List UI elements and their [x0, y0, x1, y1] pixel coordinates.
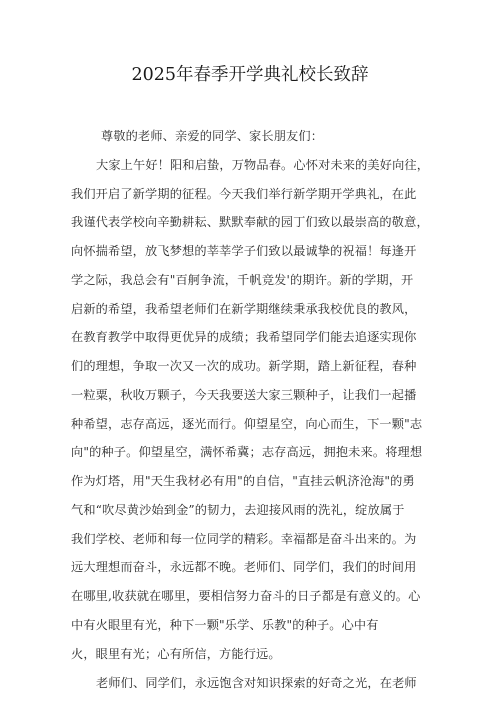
body-line: 启新的希望，我希望老师们在新学期继续秉承我校优良的教风， [71, 302, 417, 316]
body-line: 我们学校、老师和每一位同学的精彩。幸福都是奋斗出来的。为 [71, 532, 417, 546]
body-line: 学之际，我总会有"百舸争流，千帆竞发'的期许。新的学期，开 [71, 273, 414, 287]
body-line: 向怀揣希望，放飞梦想的莘莘学子们致以最诚挚的祝福！每逢开 [71, 244, 417, 258]
salutation-line: 尊敬的老师、亲爱的同学、家长朋友们： [101, 129, 324, 143]
body-line: 老师们、同学们，永远饱含对知识探索的好奇之光，在老师 [96, 676, 417, 690]
body-line: 们的理想，争取一次又一次的成功。新学期，踏上新征程，春种 [71, 359, 417, 373]
body-line: 大家上午好！阳和启蛰，万物品春。心怀对未来的美好向往， [96, 158, 430, 172]
body-line: 中有火眼里有光，种下一颗"乐学、乐教"的种子。心中有 [71, 618, 379, 632]
body-line: 我们开启了新学期的征程。今天我们举行新学期开学典礼，在此 [71, 187, 417, 201]
body-line: 种希望，志存高远，逐光而行。仰望星空，向心而生，下一颗"志 [71, 417, 423, 431]
body-line: 火，眼里有光；心有所信，方能行远。 [71, 647, 281, 661]
body-line: 向"的种子。仰望星空，满怀希冀；志存高远，拥抱未来。将理想 [71, 445, 423, 459]
body-line: 在教育教学中取得更优异的成绩；我希望同学们能去追逐实现你 [71, 330, 417, 344]
body-line: 远大理想而奋斗，永远都不晚。老师们、同学们，我们的时间用 [71, 560, 417, 574]
body-line: 我谨代表学校向辛勤耕耘、默默奉献的园丁们致以最崇高的敬意， [71, 215, 429, 229]
body-line: 在哪里,收获就在哪里，要相信努力奋斗的日子都是有意义的。心 [71, 589, 421, 603]
body-line: 作为灯塔，用"天生我材必有用"的自信，"直挂云帆济沧海"的勇 [71, 474, 415, 488]
body-line: 气和“吹尽黄沙始到金”的韧力，去迎接风雨的洗礼，绽放属于 [71, 503, 405, 517]
body-line: 一粒粟，秋收万颗子，今天我要送大家三颗种子，让我们一起播 [71, 388, 417, 402]
document-title: 2025年春季开学典礼校长致辞 [131, 65, 369, 85]
